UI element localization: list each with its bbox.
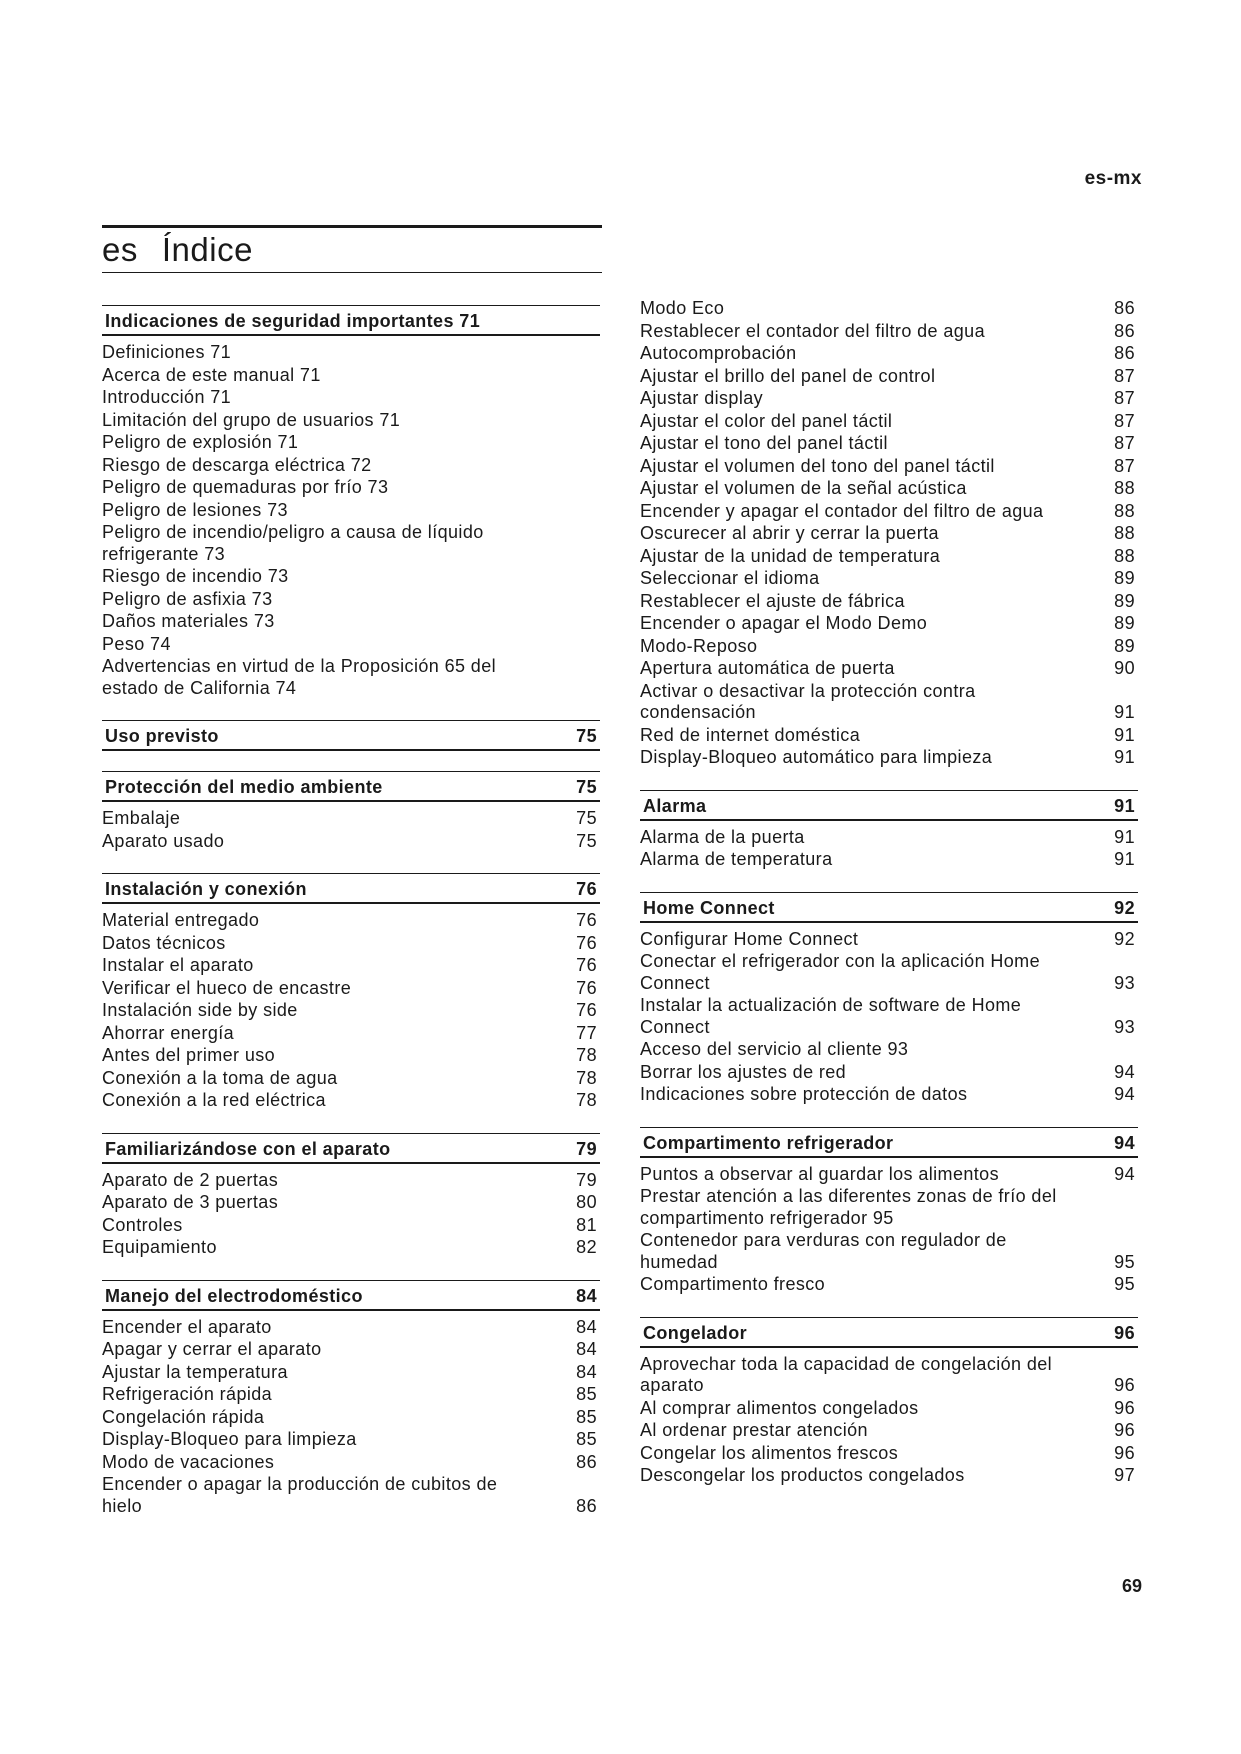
title-text: Índice: [161, 231, 253, 268]
toc-entry-label: Display-Bloqueo automático para limpieza: [640, 747, 993, 767]
toc-entry[interactable]: [640, 613, 1138, 636]
section-heading-page: 84: [576, 1285, 597, 1306]
toc-entry[interactable]: [102, 1362, 600, 1385]
toc-entry-label: Instalar la actualización de software de Home Connect: [640, 995, 1022, 1037]
toc-entry-label: Ajustar el volumen de la señal acústica: [640, 478, 967, 498]
toc-entry-page: 86: [576, 1451, 597, 1472]
toc-entry[interactable]: [640, 433, 1138, 456]
toc-entry-label: Prestar atención a las diferentes zonas de frío del compartimento refrigerador 95: [640, 1186, 1057, 1228]
toc-entry[interactable]: [640, 1274, 1138, 1297]
toc-entry-page: 89: [1114, 635, 1135, 656]
toc-entry-page: 92: [1114, 928, 1135, 949]
toc-entry-label: Riesgo de incendio 73: [102, 566, 289, 586]
toc-entry-page: 91: [1114, 747, 1135, 767]
toc-entry-page: 76: [576, 1000, 597, 1020]
toc-entry[interactable]: [640, 478, 1138, 501]
toc-entry-page: 90: [1114, 658, 1135, 678]
toc-entry[interactable]: [102, 933, 600, 956]
toc-entry[interactable]: [640, 929, 1138, 952]
toc-entry-label: Ajustar el volumen del tono del panel táctil: [640, 455, 995, 476]
toc-entry-page: 89: [1114, 613, 1135, 633]
toc-entry[interactable]: [640, 681, 1138, 725]
toc-entry[interactable]: [640, 1398, 1138, 1421]
toc-entry-label: Ajustar la temperatura: [102, 1361, 288, 1382]
toc-entry-page: 84: [576, 1339, 597, 1359]
toc-entry[interactable]: [640, 523, 1138, 546]
toc-entry-page: 78: [576, 1090, 597, 1110]
toc-entry-label: Limitación del grupo de usuarios 71: [102, 409, 401, 430]
toc-entry-label: Encender o apagar el Modo Demo: [640, 613, 928, 633]
toc-entry-label: Peligro de explosión 71: [102, 432, 299, 452]
section-heading-label: Instalación y conexión: [105, 879, 307, 899]
section-heading[interactable]: [102, 771, 600, 802]
toc-entry-label: Antes del primer uso: [102, 1045, 276, 1065]
page-title-block: [102, 225, 602, 273]
toc-entry-page: 88: [1114, 523, 1135, 543]
toc-entry-label: Restablecer el ajuste de fábrica: [640, 590, 905, 611]
toc-left-column: [102, 305, 600, 1538]
toc-entry-label: Aparato de 3 puertas: [102, 1192, 279, 1212]
toc-entry[interactable]: [640, 1354, 1138, 1398]
toc-entry-label: Al comprar alimentos congelados: [640, 1397, 919, 1418]
toc-entry-page: 94: [1114, 1061, 1135, 1082]
toc-entry-page: 85: [576, 1406, 597, 1427]
toc-entry-page: 88: [1114, 500, 1135, 521]
toc-entry-label: Conectar el refrigerador con la aplicación Home Connect: [640, 951, 1040, 993]
section-heading-label: Compartimento refrigerador: [643, 1132, 894, 1153]
toc-entry-label: Ajustar de la unidad de temperatura: [640, 545, 941, 566]
toc-entry-page: 95: [1114, 1274, 1135, 1294]
toc-section: [640, 790, 1138, 872]
toc-entry-label: Conexión a la red eléctrica: [102, 1090, 326, 1110]
toc-entry-label: Aparato usado: [102, 830, 225, 851]
toc-entry-label: Peligro de quemaduras por frío 73: [102, 477, 389, 497]
toc-entry[interactable]: [102, 1407, 600, 1430]
toc-entry-label: Equipamiento: [102, 1237, 217, 1257]
toc-entry-label: Apertura automática de puerta: [640, 658, 895, 678]
section-heading[interactable]: [102, 305, 600, 336]
section-heading-page: 75: [576, 777, 597, 797]
toc-entry[interactable]: [102, 387, 600, 410]
toc-entry-label: Activar o desactivar la protección contra condensación: [640, 680, 976, 722]
section-heading-label: Alarma: [643, 795, 707, 816]
toc-entry[interactable]: [640, 951, 1138, 995]
toc-entry-label: Instalar el aparato: [102, 955, 254, 975]
toc-entry-page: 77: [576, 1022, 597, 1043]
toc-entry[interactable]: [102, 910, 600, 933]
toc-entry[interactable]: [102, 522, 600, 566]
toc-entry-label: Encender o apagar la producción de cubitos de hielo: [102, 1474, 498, 1516]
language-tag: es-mx: [1084, 168, 1142, 189]
toc-section: [102, 305, 600, 700]
toc-entry[interactable]: [102, 477, 600, 500]
toc-entry-label: Compartimento fresco: [640, 1274, 826, 1294]
toc-entry[interactable]: [102, 1090, 600, 1113]
toc-entry-label: Configurar Home Connect: [640, 928, 859, 949]
toc-entry[interactable]: [102, 410, 600, 433]
section-heading[interactable]: [102, 873, 600, 904]
toc-entry[interactable]: [102, 589, 600, 612]
toc-entry-label: Borrar los ajustes de red: [640, 1061, 847, 1082]
toc-entry[interactable]: [640, 1230, 1138, 1274]
toc-section: [102, 720, 600, 751]
toc-entry-page: 84: [576, 1316, 597, 1337]
toc-entry[interactable]: [640, 591, 1138, 614]
toc-entry[interactable]: [102, 455, 600, 478]
toc-entry[interactable]: [102, 1192, 600, 1215]
toc-entry[interactable]: [102, 656, 600, 700]
toc-entry-label: Oscurecer al abrir y cerrar la puerta: [640, 523, 939, 543]
toc-entry-label: Refrigeración rápida: [102, 1384, 273, 1404]
toc-entry-page: 75: [576, 808, 597, 828]
toc-entry[interactable]: [640, 343, 1138, 366]
toc-entry-page: 86: [1114, 343, 1135, 363]
toc-entry[interactable]: [640, 501, 1138, 524]
toc-right-column: [640, 298, 1138, 1508]
section-heading-page: 91: [1114, 795, 1135, 816]
toc-entry-label: Ahorrar energía: [102, 1022, 235, 1043]
toc-entry-page: 78: [576, 1067, 597, 1088]
toc-entry[interactable]: [102, 611, 600, 634]
toc-entry[interactable]: [640, 658, 1138, 681]
toc-entry-page: 91: [1114, 849, 1135, 869]
toc-entry[interactable]: [640, 411, 1138, 434]
toc-entry-label: Ajustar el tono del panel táctil: [640, 433, 888, 453]
toc-entry-page: 93: [1114, 1016, 1135, 1037]
toc-entry-page: 75: [576, 830, 597, 851]
toc-entry[interactable]: [640, 1039, 1138, 1062]
toc-entry-label: Definiciones 71: [102, 342, 232, 362]
toc-entry[interactable]: [640, 849, 1138, 872]
section-heading[interactable]: [640, 790, 1138, 821]
toc-entry-page: 80: [576, 1192, 597, 1212]
toc-entry-label: Al ordenar prestar atención: [640, 1420, 868, 1440]
section-heading[interactable]: [640, 1127, 1138, 1158]
toc-entry-label: Modo Eco: [640, 298, 725, 318]
section-heading-label: Home Connect: [643, 897, 775, 918]
toc-entry-page: 88: [1114, 545, 1135, 566]
toc-entry-label: Congelar los alimentos frescos: [640, 1442, 899, 1463]
toc-entry[interactable]: [640, 1084, 1138, 1107]
toc-entry-page: 88: [1114, 478, 1135, 498]
toc-entry-page: 91: [1114, 724, 1135, 745]
toc-entry[interactable]: [640, 1062, 1138, 1085]
toc-entry-label: Verificar el hueco de encastre: [102, 977, 352, 998]
toc-entry[interactable]: [640, 636, 1138, 659]
toc-entry-page: 95: [1114, 1251, 1135, 1272]
toc-entry[interactable]: [640, 747, 1138, 770]
toc-entry[interactable]: [102, 955, 600, 978]
toc-section: [102, 873, 600, 1113]
toc-entry-label: Acerca de este manual 71: [102, 364, 321, 385]
toc-entry[interactable]: [102, 566, 600, 589]
toc-entry-label: Modo de vacaciones: [102, 1451, 275, 1472]
toc-section: [102, 1133, 600, 1260]
section-heading-label: Uso previsto: [105, 726, 219, 746]
toc-entry[interactable]: [102, 1045, 600, 1068]
toc-entry[interactable]: [102, 1339, 600, 1362]
toc-entry-label: Alarma de la puerta: [640, 826, 805, 847]
toc-entry-label: Riesgo de descarga eléctrica 72: [102, 454, 372, 475]
toc-entry-page: 76: [576, 932, 597, 953]
toc-entry-page: 79: [576, 1169, 597, 1190]
toc-entry-page: 76: [576, 977, 597, 998]
toc-entry[interactable]: [102, 634, 600, 657]
toc-entry[interactable]: [640, 1186, 1138, 1230]
toc-entry-page: 76: [576, 955, 597, 975]
toc-entry-page: 85: [576, 1429, 597, 1449]
section-heading-label: Indicaciones de seguridad importantes 71: [105, 311, 481, 331]
toc-entry[interactable]: [102, 1023, 600, 1046]
toc-entry[interactable]: [640, 1164, 1138, 1187]
section-heading[interactable]: [640, 892, 1138, 923]
toc-entry-page: 87: [1114, 433, 1135, 453]
toc-entry[interactable]: [102, 1000, 600, 1023]
toc-entry[interactable]: [640, 1420, 1138, 1443]
toc-entry-page: 85: [576, 1384, 597, 1404]
toc-entry-label: Material entregado: [102, 910, 260, 930]
toc-entry[interactable]: [102, 808, 600, 831]
toc-entry[interactable]: [640, 1465, 1138, 1488]
toc-entry-label: Congelación rápida: [102, 1406, 265, 1427]
toc-entry-label: Autocomprobación: [640, 343, 797, 363]
toc-entry-page: 87: [1114, 388, 1135, 408]
toc-entry-label: Contenedor para verduras con regulador de humedad: [640, 1230, 1007, 1272]
toc-entry[interactable]: [102, 1170, 600, 1193]
toc-entry-label: Peso 74: [102, 633, 171, 654]
title-language: es: [102, 231, 138, 268]
section-heading[interactable]: [640, 1317, 1138, 1348]
toc-entry-label: Indicaciones sobre protección de datos: [640, 1084, 968, 1104]
toc-entry[interactable]: [640, 388, 1138, 411]
toc-entry-page: 86: [1114, 320, 1135, 341]
toc-entry-page: 97: [1114, 1465, 1135, 1485]
toc-entry-page: 91: [1114, 826, 1135, 847]
toc-entry-page: 89: [1114, 590, 1135, 611]
toc-entry[interactable]: [102, 1384, 600, 1407]
toc-entry-page: 76: [576, 910, 597, 930]
toc-entry[interactable]: [102, 1317, 600, 1340]
section-heading-label: Protección del medio ambiente: [105, 777, 383, 797]
toc-entry-label: Encender el aparato: [102, 1316, 272, 1337]
toc-entry[interactable]: [102, 1429, 600, 1452]
toc-entry[interactable]: [640, 366, 1138, 389]
toc-entry-label: Advertencias en virtud de la Proposición 65 del estado de California 74: [102, 656, 497, 698]
section-heading[interactable]: [102, 1280, 600, 1311]
toc-entry[interactable]: [102, 365, 600, 388]
toc-entry-label: Embalaje: [102, 808, 181, 828]
toc-entry[interactable]: [640, 298, 1138, 321]
toc-entry[interactable]: [102, 1474, 600, 1518]
section-heading-page: 79: [576, 1138, 597, 1159]
toc-entry-page: 94: [1114, 1163, 1135, 1184]
toc-entry[interactable]: [640, 995, 1138, 1039]
toc-entry[interactable]: [102, 500, 600, 523]
toc-entry-label: Encender y apagar el contador del filtro de agua: [640, 500, 1044, 521]
section-heading[interactable]: [102, 720, 600, 751]
toc-entry-page: 84: [576, 1361, 597, 1382]
section-heading[interactable]: [102, 1133, 600, 1164]
toc-entry[interactable]: [102, 1068, 600, 1091]
toc-entry-page: 96: [1114, 1420, 1135, 1440]
title-rule-bottom: [102, 272, 602, 273]
toc-entry-label: Instalación side by side: [102, 1000, 298, 1020]
toc-entry[interactable]: [640, 827, 1138, 850]
toc-entry[interactable]: [102, 978, 600, 1001]
toc-entry-label: Red de internet doméstica: [640, 724, 861, 745]
toc-entry-page: 89: [1114, 568, 1135, 588]
toc-entry-label: Aparato de 2 puertas: [102, 1169, 279, 1190]
toc-entry-page: 87: [1114, 410, 1135, 431]
toc-entry-label: Conexión a la toma de agua: [102, 1067, 338, 1088]
toc-entry-page: 96: [1114, 1375, 1135, 1395]
toc-entry-page: 82: [576, 1237, 597, 1257]
toc-entry-label: Descongelar los productos congelados: [640, 1465, 965, 1485]
section-heading-page: 96: [1114, 1322, 1135, 1343]
section-heading-page: 76: [576, 879, 597, 899]
toc-entry[interactable]: [640, 456, 1138, 479]
toc-entry-label: Peligro de lesiones 73: [102, 499, 288, 520]
toc-entry-label: Peligro de asfixia 73: [102, 588, 273, 609]
toc-entry-label: Seleccionar el idioma: [640, 568, 820, 588]
section-heading-label: Familiarizándose con el aparato: [105, 1138, 391, 1159]
toc-entry-label: Restablecer el contador del filtro de agua: [640, 320, 986, 341]
toc-entry[interactable]: [102, 342, 600, 365]
toc-entry-page: 91: [1114, 702, 1135, 722]
section-heading-page: 94: [1114, 1132, 1135, 1153]
toc-entry-page: 93: [1114, 972, 1135, 993]
toc-entry-label: Controles: [102, 1214, 183, 1235]
section-heading-label: Congelador: [643, 1322, 748, 1343]
toc-entry[interactable]: [640, 1443, 1138, 1466]
toc-section: [102, 1280, 600, 1519]
toc-entry-label: Ajustar el color del panel táctil: [640, 410, 893, 431]
toc-section: [640, 892, 1138, 1107]
toc-entry-page: 87: [1114, 455, 1135, 476]
toc-entry-page: 86: [1114, 298, 1135, 318]
toc-entry-label: Ajustar display: [640, 388, 764, 408]
toc-entry[interactable]: [640, 321, 1138, 344]
toc-entry[interactable]: [640, 546, 1138, 569]
page-title: [102, 228, 602, 272]
toc-entry[interactable]: [640, 725, 1138, 748]
toc-section: [640, 1127, 1138, 1297]
toc-entry-page: 87: [1114, 365, 1135, 386]
toc-entry-label: Apagar y cerrar el aparato: [102, 1339, 322, 1359]
toc-entry-page: 96: [1114, 1397, 1135, 1418]
toc-entry[interactable]: [640, 568, 1138, 591]
toc-entry[interactable]: [102, 1215, 600, 1238]
toc-entry[interactable]: [102, 1237, 600, 1260]
toc-entry-label: Daños materiales 73: [102, 611, 275, 631]
toc-entry-label: Datos técnicos: [102, 932, 226, 953]
toc-entry-label: Display-Bloqueo para limpieza: [102, 1429, 357, 1449]
page-number: 69: [1121, 1576, 1142, 1596]
toc-entry-label: Acceso del servicio al cliente 93: [640, 1039, 909, 1059]
toc-entry[interactable]: [102, 831, 600, 854]
toc-entry-page: 81: [576, 1214, 597, 1235]
toc-entry-label: Aprovechar toda la capacidad de congelación del aparato: [640, 1353, 1053, 1395]
toc-entry-label: Introducción 71: [102, 387, 232, 407]
section-heading-page: 75: [576, 726, 597, 746]
toc-section: [640, 1317, 1138, 1488]
section-heading-page: 92: [1114, 897, 1135, 918]
toc-entry-label: Puntos a observar al guardar los alimentos: [640, 1163, 999, 1184]
toc-entry-page: 86: [576, 1495, 597, 1516]
toc-entry-label: Modo-Reposo: [640, 635, 758, 656]
section-heading-label: Manejo del electrodoméstico: [105, 1285, 363, 1306]
toc-entry-label: Peligro de incendio/peligro a causa de líquido refrigerante 73: [102, 522, 484, 564]
toc-entry-page: 96: [1114, 1442, 1135, 1463]
toc-section: [102, 771, 600, 853]
toc-entry-label: Alarma de temperatura: [640, 849, 833, 869]
toc-entry[interactable]: [102, 432, 600, 455]
toc-entry-page: 78: [576, 1045, 597, 1065]
toc-entry[interactable]: [102, 1452, 600, 1475]
toc-entry-page: 94: [1114, 1084, 1135, 1104]
toc-entry-label: Ajustar el brillo del panel de control: [640, 365, 936, 386]
toc-section: [640, 298, 1138, 770]
